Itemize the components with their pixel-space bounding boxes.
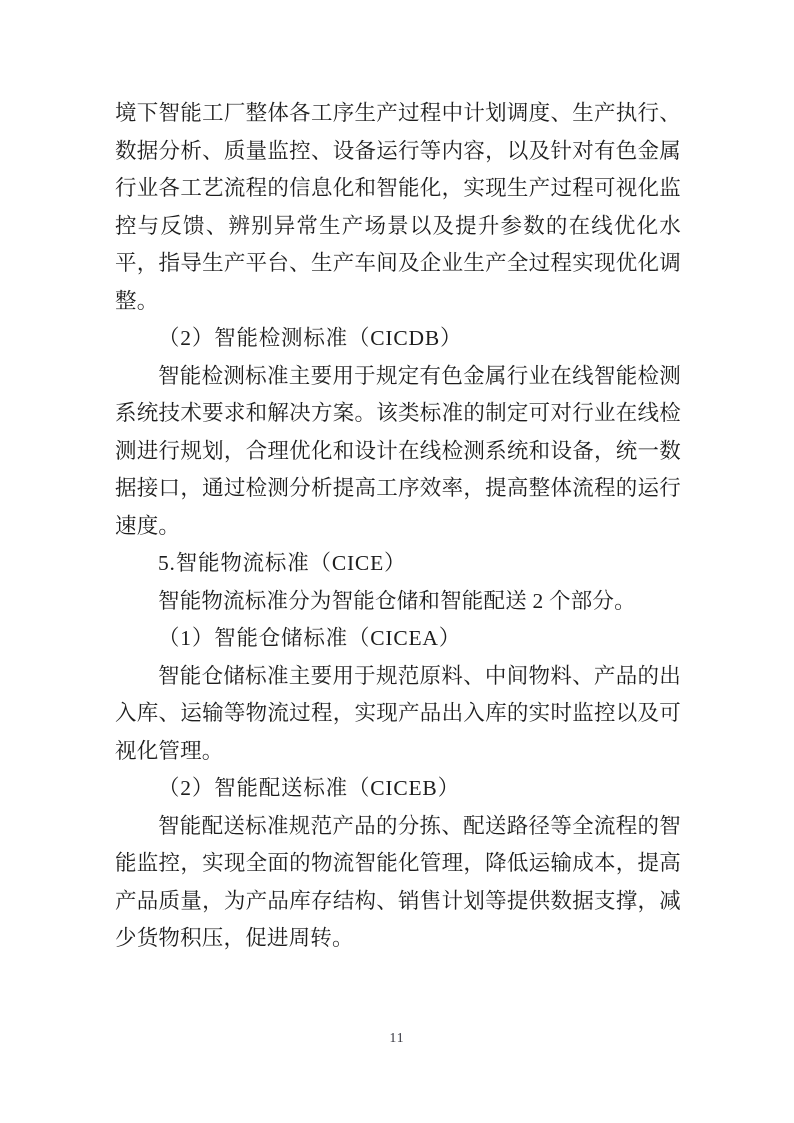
page-number: 11 xyxy=(389,1030,405,1045)
paragraph-ciceb-body: 智能配送标准规范产品的分拣、配送路径等全流程的智能监控，实现全面的物流智能化管理，降低运输成本，提高产品质量，为产品库存结构、销售计划等提供数据支撑，减少货物积压，促进周转。 xyxy=(115,813,681,950)
section-heading-cice: 5.智能物流标准（CICE） xyxy=(158,551,407,575)
section-heading-ciceb: （2）智能配送标准（CICEB） xyxy=(158,776,460,800)
section-heading-cicdb: （2）智能检测标准（CICDB） xyxy=(158,326,463,350)
paragraph-cicea-body: 智能仓储标准主要用于规范原料、中间物料、产品的出入库、运输等物流过程，实现产品出入库的实时监控以及可视化管理。 xyxy=(115,663,681,763)
paragraph-cice-body: 智能物流标准分为智能仓储和智能配送 2 个部分。 xyxy=(158,588,636,613)
paragraph-cicdb-body: 智能检测标准主要用于规定有色金属行业在线智能检测系统技术要求和解决方案。该类标准的制定可对行业在线检测进行规划，合理优化和设计在线检测系统和设备，统一数据接口，通过检测分析提高工序效率，提高整体流程的运行速度。 xyxy=(115,363,681,538)
section-heading-cicea: （1）智能仓储标准（CICEA） xyxy=(158,626,462,650)
page-body-text xyxy=(115,95,681,958)
paragraph-continuation: 境下智能工厂整体各工序生产过程中计划调度、生产执行、数据分析、质量监控、设备运行等内容，以及针对有色金属行业各工艺流程的信息化和智能化，实现生产过程可视化监控与反馈、辨别异常生产场景以及提升参数的在线优化水平，指导生产平台、生产车间及企业生产全过程实现优化调整。 xyxy=(115,101,681,313)
